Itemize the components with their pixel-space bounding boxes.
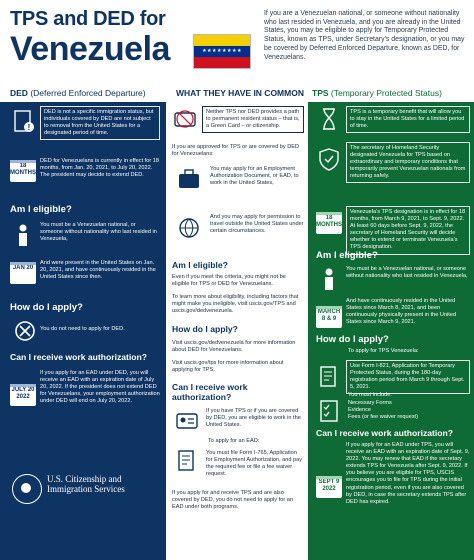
tps-definition: TPS is a temporary benefit that will allow you to stay in the United States for a limited period of time. xyxy=(346,106,470,133)
calendar-jan-20-icon: JAN 20 xyxy=(10,262,36,284)
briefcase-icon xyxy=(176,166,202,192)
calendar-18-months-icon: 18 MONTHS xyxy=(316,212,342,234)
tps-include-intro: You must include: xyxy=(348,392,392,398)
common-apply-heading: How do I apply? xyxy=(172,324,238,334)
common-work-eligible: If you have TPS or if you are covered by DED, you are eligible to work in the United States. xyxy=(206,408,301,429)
dhs-shield-icon xyxy=(316,146,342,172)
common-work-both: If you apply for and receive TPS and are also covered by DED, you do not need to apply for an EAD under both programs. xyxy=(172,490,293,511)
ded-apply-text: You do not need to apply for DED. xyxy=(40,326,125,332)
ded-work-heading: Can I receive work authorization? xyxy=(10,352,148,362)
ded-eligible-heading: Am I eligible? xyxy=(10,204,72,215)
tps-apply-intro: To apply for TPS Venezuela: xyxy=(348,348,419,354)
person-icon xyxy=(10,222,36,248)
tps-period: Venezuela’s TPS designation is in effect for 18 months, from March 9, 2021, to Sept. 9, 2022. At least 60 days before Sept. 9, 2022, the secretary of Homeland Security will decide whether to extend or terminate Venezuela’s TPS designation. xyxy=(346,206,470,255)
common-approved-intro: If you are approved for TPS or are covered by DED for Venezuelans: xyxy=(172,144,300,158)
tps-eligibility-nationality: You must be a Venezuelan national, or someone without nationality who last resided in Venezuela, xyxy=(346,266,468,280)
intro-text: If you are a Venezuelan national, or someone without nationality who last resided in Venezuela, and you are already in the United States, you may be eligible to apply for Temporary Protected Status, known as TPS, under Secretary’s designation, or you may be covered by Deferred Enforced Departure, known as DED, for Venezuelans. xyxy=(264,10,465,61)
tps-column-header: TPS (Temporary Protected Status) xyxy=(312,88,442,98)
no-green-card-icon xyxy=(172,106,198,132)
common-eligibility-learn-more: To learn more about eligibility, including factors that might make you ineligible, visit uscis.gov/TPS and uscis.gov/dedvenezuela. xyxy=(172,294,299,315)
dhs-seal-icon xyxy=(12,474,42,504)
ded-eligibility-nationality: You must be a Venezuelan national, or someone without nationality who last resided in Venezuela, xyxy=(40,222,157,243)
tps-apply-heading: How do I apply? xyxy=(316,334,389,345)
checklist-icon xyxy=(316,398,342,424)
uscis-wordmark: U.S. Citizenship and Immigration Services xyxy=(47,474,125,494)
ded-eligibility-presence: And were present in the United States on Jan. 20, 2021, and have continuously resided in the United States since then. xyxy=(40,260,156,281)
form-edit-icon xyxy=(174,448,200,474)
common-eligibility-warning: Even if you meet the criteria, you might not be eligible for TPS or DED for Venezuelans. xyxy=(172,274,286,288)
form-icon xyxy=(316,364,342,390)
globe-plane-icon xyxy=(176,214,202,240)
ded-definition: DED is not a specific immigration status, but individuals covered by DED are not subject to removal from the United States for a designated period of time. xyxy=(40,106,160,140)
common-no-green-card: Neither TPS nor DED provides a path to permanent resident status – that is, a Green Card – or citizenship. xyxy=(202,106,304,133)
common-apply-tps[interactable]: Visit uscis.gov/tps for more information about applying for TPS. xyxy=(172,360,284,374)
common-eligible-heading: Am I eligible? xyxy=(172,260,228,270)
common-travel: And you may apply for permission to travel outside the United States under certain circumstances. xyxy=(210,214,304,235)
calendar-july-20-2022-icon: JULY 20 2022 xyxy=(10,384,36,406)
common-ead: You may apply for an Employment Authorization Document, or EAD, to work in the United States, xyxy=(210,166,299,187)
header xyxy=(0,0,474,82)
page-title-line2: Venezuela xyxy=(10,30,170,68)
tps-include-forms: Necessary Forms xyxy=(348,400,392,406)
tps-eligibility-presence: And have continuously resided in the United States since March 8, 2021, and been continuously physically present in the United States since March 9, 2021. xyxy=(346,298,457,326)
document-warning-icon xyxy=(10,108,36,134)
svg-text:!: ! xyxy=(27,123,31,132)
common-work-form: You must file Form I-765, Application for Employment Authorization, and pay the required fee or file a fee waiver request. xyxy=(206,450,303,478)
page-title-line1: TPS and DED for xyxy=(10,8,166,30)
ded-column xyxy=(0,102,166,560)
calendar-march-8-9-icon: MARCH 8 & 9 xyxy=(316,306,342,328)
common-work-apply-intro: To apply for an EAD: xyxy=(208,438,260,444)
ded-column-header: DED (Deferred Enforced Departure) xyxy=(10,88,146,98)
tps-column xyxy=(308,102,474,560)
tps-work-text: If you apply for an EAD under TPS, you will receive an EAD with an expiration date of Sept. 9, 2022. You may renew that EAD if the secretary extends TPS for Venezuela after Sept. 9, 2022. If you believe you are eligible for TPS, USCIS encourages you to file for TPS during the initial registration period, even if you are also covered by DED, in case the secretary extends TPS after DED has expired. xyxy=(346,442,470,505)
id-card-icon xyxy=(174,408,200,434)
ded-work-text: If you apply for an EAD under DED, you will receive an EAD with an expiration date of July 20, 2022. If the president does not extend DED for Venezuelans, your employment authorization under DED will end on July 20, 2022. xyxy=(40,370,160,405)
ded-apply-heading: How do I apply? xyxy=(10,302,83,313)
no-apply-icon xyxy=(12,318,38,344)
tps-apply-form: Use Form I-821, Application for Temporary Protected Status, during the 180-day registration period from March 9 through Sept. 5, 2021. xyxy=(346,360,470,394)
common-column xyxy=(166,102,308,560)
person-icon xyxy=(316,266,342,292)
common-work-heading: Can I receive work authorization? xyxy=(172,382,248,402)
ded-period: DED for Venezuelans is currently in effect for 18 months, from Jan. 20, 2021, to July 20, 2022. The president may decide to extend DED. xyxy=(40,158,159,179)
tps-work-heading: Can I receive work authorization? xyxy=(316,428,454,438)
calendar-18-months-icon: 18 MONTHS xyxy=(10,160,36,182)
tps-include-fees: Fees (or fee waiver request) xyxy=(348,414,418,420)
tps-designation-reason: The secretary of Homeland Security designated Venezuela for TPS based on extraordinary and temporary conditions that temporarily prevent Venezuelan nationals from returning safely. xyxy=(346,142,470,183)
calendar-sept-9-2022-icon: SEPT 9 2022 xyxy=(316,476,342,498)
tps-include-evidence: Evidence xyxy=(348,407,372,413)
venezuela-flag-icon: ★★★★★★★★ xyxy=(193,34,251,69)
common-column-header: WHAT THEY HAVE IN COMMON xyxy=(176,88,304,98)
tps-eligible-heading: Am I eligible? xyxy=(316,250,378,261)
common-apply-ded[interactable]: Visit uscis.gov/dedvenezuela for more information about DED for Venezuelans. xyxy=(172,340,296,354)
hourglass-icon xyxy=(316,106,342,132)
